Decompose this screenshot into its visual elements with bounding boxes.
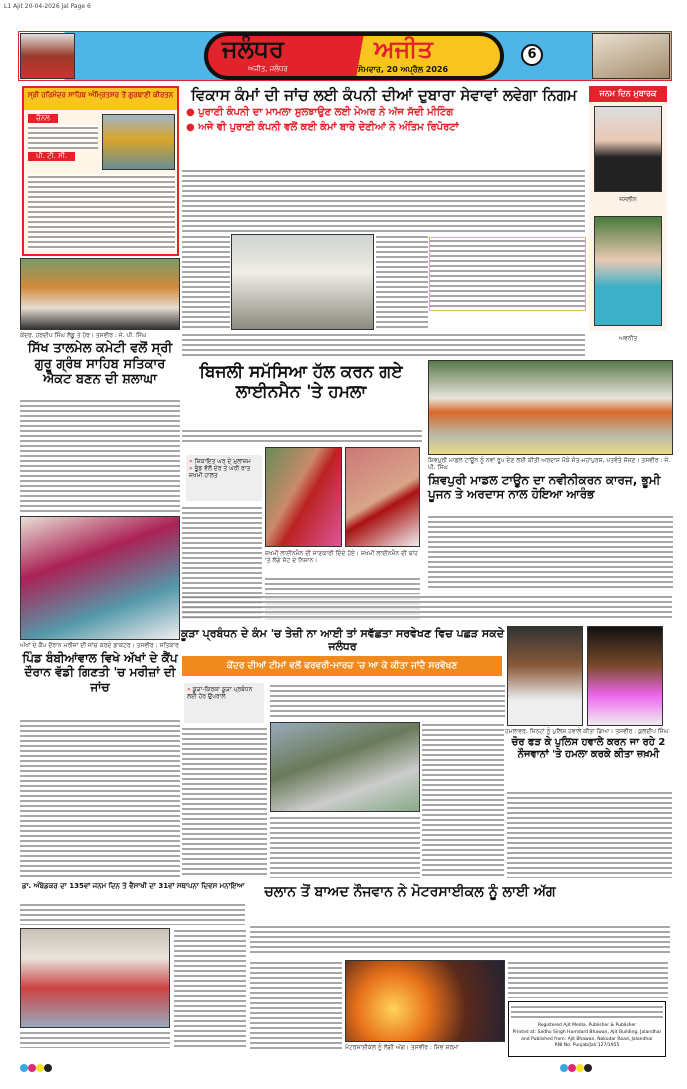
gurbani-title: ਸ੍ਰੀ ਹਰਿਮੰਦਰ ਸਾਹਿਬ ਅੰਮ੍ਰਿਤਸਰ ਤੋਂ ਗੁਰਬਾਣੀ ਕੀਰਤਨ	[24, 88, 177, 110]
sikh-body	[20, 398, 180, 513]
accused-photo-1	[507, 626, 583, 726]
color-dot	[576, 1064, 584, 1072]
power-headline: ਬਿਜਲੀ ਸਮੱਸਿਆ ਹੱਲ ਕਰਨ ਗਏ ਲਾਈਨਮੈਨ 'ਤੇ ਹਮਲਾ	[199, 362, 403, 403]
imprint-line: RNI No. Punjab/Jal/ 127/1955	[554, 1043, 620, 1049]
power-bullet: » ਭੂੰਡ ਵੱਲੋਂ ਦੇਰ ਤੇ ਘੇਰੀ ਰਾਤ ਜ਼ਖਮੀ ਹਾਲਤ	[189, 465, 251, 479]
lead-body-2	[182, 234, 230, 330]
fire-headline: ਚਲਾਨ ਤੋਂ ਬਾਅਦ ਨੌਜਵਾਨ ਨੇ ਮੋਟਰਸਾਈਕਲ ਨੂੰ ਲਾਈ ਅੱਗ	[264, 884, 556, 900]
eye-camp-caption: ਅੱਖਾਂ ਦੇ ਕੈਂਪ ਦੌਰਾਨ ਮਰੀਜ਼ਾਂ ਦੀ ਜਾਂਚ ਕਰਦੇ ਡਾਕਟਰ। ਤਸਵੀਰ : ਸਤਿਕਾਰ	[20, 642, 179, 649]
golden-temple-photo	[102, 114, 175, 170]
fire-body-3	[508, 960, 668, 998]
subhead-text: ਪੁਰਾਣੀ ਕੰਪਨੀ ਦਾ ਮਾਮਲਾ ਸੁਲਝਾਉਣ ਲਈ ਮੇਅਰ ਨੇ ਅੱਜ ਸੱਦੀ ਮੀਟਿੰਗ	[198, 107, 454, 118]
middle-body	[182, 594, 672, 620]
thief-heading	[505, 728, 672, 761]
color-dot	[28, 1064, 36, 1072]
color-dot	[584, 1064, 592, 1072]
lead-headline: ਵਿਕਾਸ ਕੰਮਾਂ ਦੀ ਜਾਂਚ ਲਈ ਕੰਪਨੀ ਦੀਆਂ ਦੁਬਾਰਾ ਸੇਵਾਵਾਂ ਲਵੇਗਾ ਨਿਗਮ	[191, 86, 577, 104]
power-body-1	[182, 428, 422, 442]
imprint-line: and Published from: Ajit Bhawan, Nakodar Road, Jalandhar	[521, 1036, 653, 1042]
color-dot	[44, 1064, 52, 1072]
registration-marks	[20, 1064, 670, 1072]
lead-note-box	[430, 238, 585, 310]
gurbani-schedule	[28, 174, 175, 250]
ambedkar-headline: ਡਾ. ਅੰਬੇਡਕਰ ਦਾ 135ਵਾਂ ਜਨਮ ਦਿਨ ਤੇ ਵੈਸਾਖੀ ਦਾ 31ਵਾਂ ਸਥਾਪਨਾ ਦਿਵਸ ਮਨਾਇਆ	[22, 882, 245, 890]
gurbani-box	[22, 86, 179, 256]
channel-label: ਚੈਨਲ	[28, 114, 58, 123]
masthead-building-photo-left	[20, 33, 75, 79]
waste-body-1	[182, 726, 267, 878]
color-dot	[36, 1064, 44, 1072]
waste-bullet: » ਕੂੜਾ-ਕਿਰਕਾ ਕੂੜਾ ਪ੍ਰਬੰਧਨ ਲਈ ਹੋਰ ਉਪਰਾਲੇ	[184, 683, 264, 723]
print-slug: L1 Ajit 20-04-2026 Jal Page 6	[4, 3, 91, 10]
birthday-caption-2: ਅਵਨੀਤ	[618, 335, 638, 342]
imprint-notice	[511, 1004, 663, 1020]
waste-headline: ਕੂੜਾ ਪ੍ਰਬੰਧਨ ਦੇ ਕੰਮ 'ਚ ਤੇਜ਼ੀ ਨਾ ਆਈ ਤਾਂ ਸਵੱਛਤਾ ਸਰਵੇਖਣ ਵਿਚ ਪਛੜ ਸਕਦੇ ਜਲੰਧਰ	[180, 627, 505, 653]
power-caption: ਜ਼ਖਮੀ ਲਾਈਨਮੈਨ ਦੀ ਜਾਣਕਾਰੀ ਦਿੰਦੇ ਹੋਏ। ਜ਼ਖਮੀ ਲਾਈਨਮੈਨ ਦੀ ਬਾਂਹ 'ਤੇ ਲੱਗੇ ਸੱਟ ਦੇ ਨਿਸ਼ਾਨ।	[265, 550, 418, 564]
lead-body	[182, 168, 585, 232]
garbage-photo	[270, 722, 420, 812]
color-dot	[568, 1064, 576, 1072]
injured-arm-photo	[345, 447, 420, 547]
ambedkar-body	[20, 902, 245, 925]
masthead-building-photo-right	[592, 33, 670, 79]
imprint-line: Registered Ajit Media, Publisher & Publisher	[537, 1023, 637, 1028]
thief-caption: ਹਮਲਾਵਰ, ਜਿਨ੍ਹਾਂ ਨੂੰ ਪੁਲਿਸ ਹਵਾਲੇ ਕੀਤਾ ਗਿਆ। ਤਸਵੀਰ : ਕੁਲਦੀਪ ਸਿੰਘ	[505, 728, 669, 735]
lead-heading	[182, 86, 586, 134]
gurbani-text	[28, 125, 98, 150]
sikh-headline: ਸਿੱਖ ਤਾਲਮੇਲ ਕਮੇਟੀ ਵਲੋਂ ਸ੍ਰੀ ਗੁਰੂ ਗ੍ਰੰਥ ਸਾਹਿਬ ਸਤਿਕਾਰ ਐਕਟ ਬਣਨ ਦੀ ਸ਼ਲਾਘਾ	[27, 341, 173, 388]
masthead-subline: ਅਜੀਤ, ਜਲੰਧਰ	[248, 65, 288, 73]
fire-caption: ਮੋਟਰਸਾਈਕਲ ਨੂੰ ਲੱਗੀ ਅੱਗ। ਤਸਵੀਰ : ਸ਼ਿਵ ਸ਼ਰਮਾ	[345, 1044, 459, 1051]
eye-camp-body	[20, 718, 180, 878]
lead-subhead-1: ● ਪੁਰਾਣੀ ਕੰਪਨੀ ਦਾ ਮਾਮਲਾ ਸੁਲਝਾਉਣ ਲਈ ਮੇਅਰ ਨੇ ਅੱਜ ਸੱਦੀ ਮੀਟਿੰਗ	[186, 107, 454, 118]
ptc-label: ਪੀ. ਟੀ. ਸੀ.	[28, 152, 75, 161]
birthday-box	[589, 86, 667, 331]
sikh-photo-caption: ਕੇਂਦਰ. ਹਰਦੀਪ ਸਿੰਘ ਲੱਡੂ ਤੇ ਹੋਰ। ਤਸਵੀਰ : ਜੇ. ਪੀ. ਸਿੰਘ	[20, 332, 147, 339]
thief-body	[507, 790, 672, 878]
birthday-caption-1: ਜਸਲੀਨ	[619, 196, 637, 203]
power-bullet-box	[186, 455, 262, 501]
imprint-line: Printed at: Sadhu Singh Hamdard Bhawan, Ajit Building, Jalandhar	[512, 1029, 662, 1035]
shivpuri-headline: ਸ਼ਿਵਪੁਰੀ ਮਾਡਲ ਟਾਊਨ ਦਾ ਨਵੀਨੀਕਰਨ ਕਾਰਜ, ਭੂਮੀ ਪੂਜਨ ਤੇ ਅਰਦਾਸ ਨਾਲ ਹੋਇਆ ਆਰੰਭ	[428, 473, 661, 502]
accused-photo-2	[587, 626, 663, 726]
shivpuri-heading	[428, 457, 673, 502]
waste-banner: ਕੇਂਦਰ ਦੀਆਂ ਟੀਮਾਂ ਵਲੋਂ ਫਰਵਰੀ-ਮਾਰਚ 'ਚ ਆ ਕੇ ਕੀਤਾ ਜਾਂਦੈ ਸਰਵੇਖਣ	[182, 656, 502, 676]
shivpuri-caption: ਸ਼ਿਵਪੁਰੀ ਮਾਡਲ ਟਾਊਨ ਨੂੰ ਨਵਾਂ ਰੂਪ ਦੇਣ ਲਈ ਕੀਤੀ ਅਰਦਾਸ ਮੌਕੇ ਸੰਤ-ਮਹਾਂਪੁਰਸ਼, ਪਤਵੰਤੇ ਸੱਜਣ। ਤਸਵੀਰ : ਜੇ. ਪੀ. ਸਿੰਘ	[428, 457, 671, 471]
color-dot	[20, 1064, 28, 1072]
sikh-story-heading	[20, 332, 180, 388]
masthead	[18, 31, 672, 81]
corporation-building-photo	[231, 234, 374, 330]
color-dot	[560, 1064, 568, 1072]
shivpuri-body	[428, 514, 673, 590]
bullet-text: ਭੂੰਡ ਵੱਲੋਂ ਦੇਰ ਤੇ ਘੇਰੀ ਰਾਤ ਜ਼ਖਮੀ ਹਾਲਤ	[189, 465, 251, 479]
page-number: 6	[521, 44, 543, 66]
sikh-committee-photo	[20, 258, 180, 330]
subhead-text: ਅਜੇ ਵੀ ਪੁਰਾਣੀ ਕੰਪਨੀ ਵਲੋਂ ਕਈ ਕੰਮਾਂ ਬਾਰੇ ਦੇਣੀਆਂ ਨੇ ਅੰਤਿਮ ਰਿਪੋਰਟਾਂ	[198, 122, 459, 133]
bullet-text: ਸ਼ਿਕਾਇਤ ਘਰ ਦੇ ਮੁਲਾਜ਼ਮ	[194, 458, 251, 465]
logo-title-left: ਜਲੰਧਰ	[222, 35, 284, 63]
imprint-box	[508, 1001, 666, 1057]
bike-fire-photo	[345, 960, 505, 1042]
lead-body-4	[182, 332, 585, 358]
lead-subhead-2: ● ਅਜੇ ਵੀ ਪੁਰਾਣੀ ਕੰਪਨੀ ਵਲੋਂ ਕਈ ਕੰਮਾਂ ਬਾਰੇ ਦੇਣੀਆਂ ਨੇ ਅੰਤਿਮ ਰਿਪੋਰਟਾਂ	[186, 122, 459, 133]
thief-headline: ਚੋਰ ਫੜ ਕੇ ਪੁਲਿਸ ਹਵਾਲੇ ਕਰਨ ਜਾ ਰਹੇ 2 ਨੌਜਵਾਨਾਂ 'ਤੇ ਹਮਲਾ ਕਰਕੇ ਕੀਤਾ ਜ਼ਖ਼ਮੀ	[511, 737, 666, 760]
injured-lineman-photo	[265, 447, 342, 547]
logo-title-right: ਅਜੀਤ	[374, 35, 433, 63]
birthday-title: ਜਨਮ ਦਿਨ ਮੁਬਾਰਕ	[589, 86, 667, 102]
masthead-logo	[204, 32, 504, 80]
power-bullet: » ਸ਼ਿਕਾਇਤ ਘਰ ਦੇ ਮੁਲਾਜ਼ਮ	[189, 458, 251, 465]
lead-body-3	[376, 234, 428, 330]
ambedkar-body-2	[174, 928, 246, 1048]
ambedkar-body-3	[20, 1030, 170, 1048]
ambedkar-event-photo	[20, 928, 170, 1028]
fire-body-2	[250, 960, 342, 1050]
bullet-text: ਕੂੜਾ-ਕਿਰਕਾ ਕੂੜਾ ਪ੍ਰਬੰਧਨ ਲਈ ਹੋਰ ਉਪਰਾਲੇ	[187, 686, 253, 700]
shivpuri-group-photo	[428, 360, 673, 455]
eye-camp-headline: ਪਿੰਡ ਬੰਬੀਆਂਵਾਲ ਵਿਖੇ ਅੱਖਾਂ ਦੇ ਕੈਂਪ ਦੌਰਾਨ ਵੱਡੀ ਗਿਣਤੀ 'ਚ ਮਰੀਜ਼ਾਂ ਦੀ ਜਾਂਚ	[22, 651, 178, 694]
masthead-date: ਸੋਮਵਾਰ, 20 ਅਪ੍ਰੈਲ 2026	[358, 65, 449, 74]
eye-camp-photo	[20, 516, 180, 640]
waste-body-2	[270, 683, 505, 719]
fire-body-1	[250, 924, 670, 956]
waste-body-4	[422, 722, 504, 878]
waste-body-3	[270, 815, 420, 878]
birthday-photo-1	[594, 106, 662, 192]
birthday-photo-2	[594, 216, 662, 326]
eye-camp-heading	[20, 642, 180, 694]
